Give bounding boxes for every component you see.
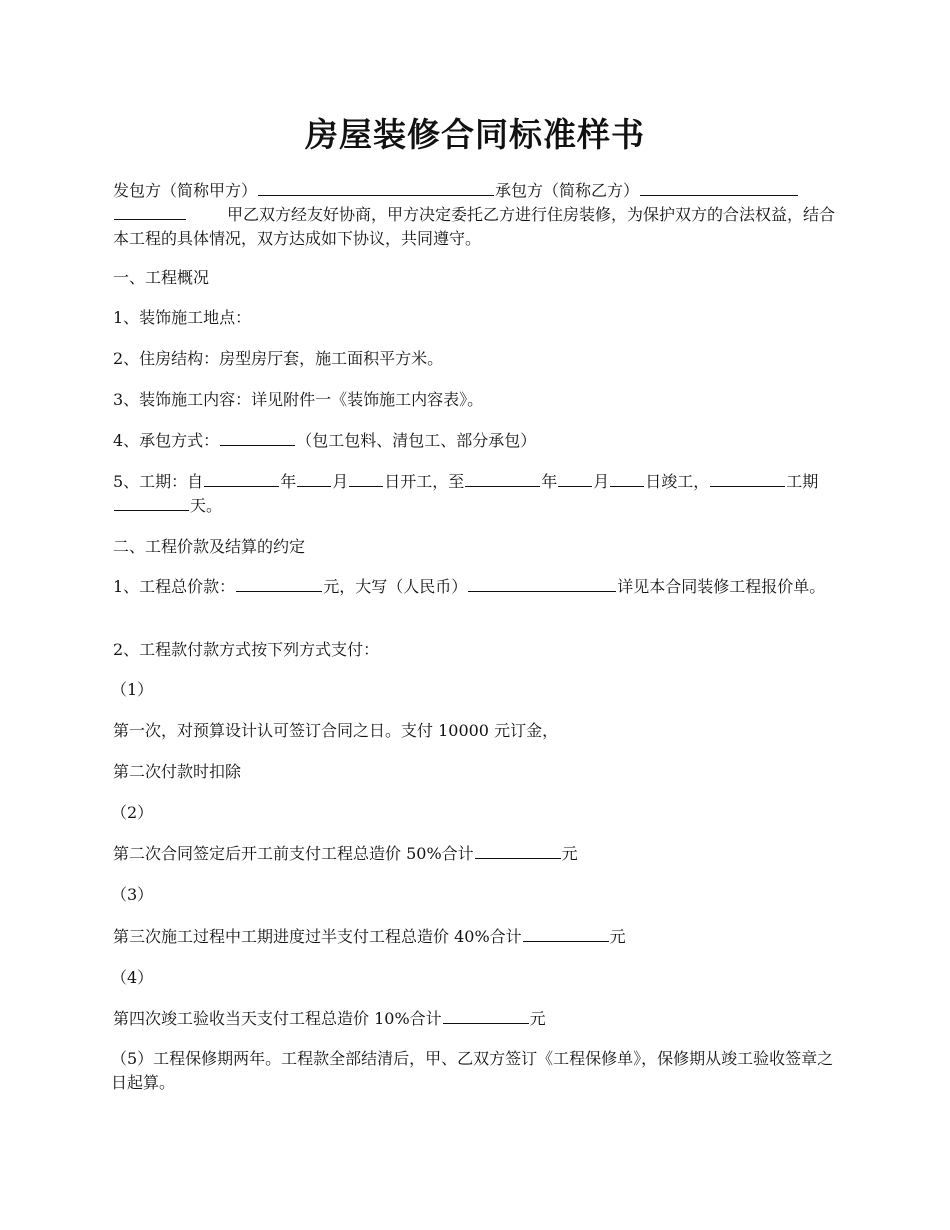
rmb-uppercase-blank [468,575,616,592]
party-b-label: 承包方（简称乙方） [495,181,640,200]
period-days-blank [114,494,189,511]
parties-intro-paragraph [113,179,843,251]
yuan-unit: 元 [529,1009,546,1028]
start-day-blank [349,470,383,487]
section1-item3: 3、装饰施工内容：详见附件一《装饰施工内容表》。 [113,390,484,409]
payment-number-1: （1） [111,680,154,699]
item4-prefix: 4、承包方式： [113,431,220,450]
second-payment [113,842,843,866]
fourth-payment [113,1007,843,1031]
payment-number-3: （3） [111,885,154,904]
start-label: 日开工，至 [384,472,465,491]
first-payment: 第一次，对预算设计认可签订合同之日。支付 10000 元订金， [113,721,559,740]
fourth-payment-blank [443,1007,529,1024]
document-title: 房屋装修合同标准样书 [305,115,645,154]
third-payment [113,925,843,949]
year-label: 年 [541,472,558,491]
contract-mode-blank [220,429,295,446]
month-label: 月 [593,472,610,491]
third-payment-blank [523,925,609,942]
yuan-unit: 元 [609,927,626,946]
rmb-label: 元，大写（人民币） [323,577,468,596]
section1-item1: 1、装饰施工地点： [113,308,252,327]
total-price-label: 1、工程总价款： [113,577,236,596]
item4-suffix: （包工包料、清包工、部分承包） [296,431,537,450]
party-a-blank [258,179,494,196]
warranty-clause: （5）工程保修期两年。工程款全部结清后，甲、乙双方签订《工程保修单》，保修期从竣工验收签章之日起算。 [111,1049,834,1092]
end-label: 日竣工， [645,472,710,491]
section1-item4 [113,429,843,453]
third-payment-text: 第三次施工过程中工期进度过半支付工程总造价 40%合计 [113,927,522,946]
section2-item2: 2、工程款付款方式按下列方式支付： [113,640,380,659]
second-payment-blank [475,842,561,859]
end-year-blank [465,470,540,487]
end-day-blank [610,470,644,487]
year-label: 年 [280,472,297,491]
yuan-unit: 元 [561,844,578,863]
fourth-payment-text: 第四次竣工验收当天支付工程总造价 10%合计 [113,1009,442,1028]
end-blank [710,470,785,487]
section1-item5 [113,470,843,518]
party-b-blank [640,179,798,196]
party-a-label: 发包方（简称甲方） [113,181,258,200]
quote-reference-text: 详见本合同装修工程报价单。 [617,577,826,596]
second-payment-deduction: 第二次付款时扣除 [113,762,242,781]
start-year-blank [204,470,279,487]
section2-heading: 二、工程价款及结算的约定 [113,537,306,556]
period-label: 工期 [786,472,819,491]
section1-heading: 一、工程概况 [113,268,210,287]
total-price-blank [236,575,322,592]
start-month-blank [297,470,331,487]
payment-number-2: （2） [111,803,154,822]
payment-number-4: （4） [111,968,154,987]
intro-text: 甲乙双方经友好协商，甲方决定委托乙方进行住房装修，为保护双方的合法权益，结合本工程的具体情况，双方达成如下协议，共同遵守。 [113,205,836,248]
month-label: 月 [332,472,349,491]
days-label: 天。 [190,496,223,515]
end-month-blank [558,470,592,487]
second-payment-text: 第二次合同签定后开工前支付工程总造价 50%合计 [113,844,474,863]
section2-item1 [113,575,843,599]
section1-item2: 2、住房结构：房型房厅套，施工面积平方米。 [113,349,444,368]
item5-prefix: 5、工期：自 [113,472,204,491]
party-b-blank-continued [114,203,186,220]
